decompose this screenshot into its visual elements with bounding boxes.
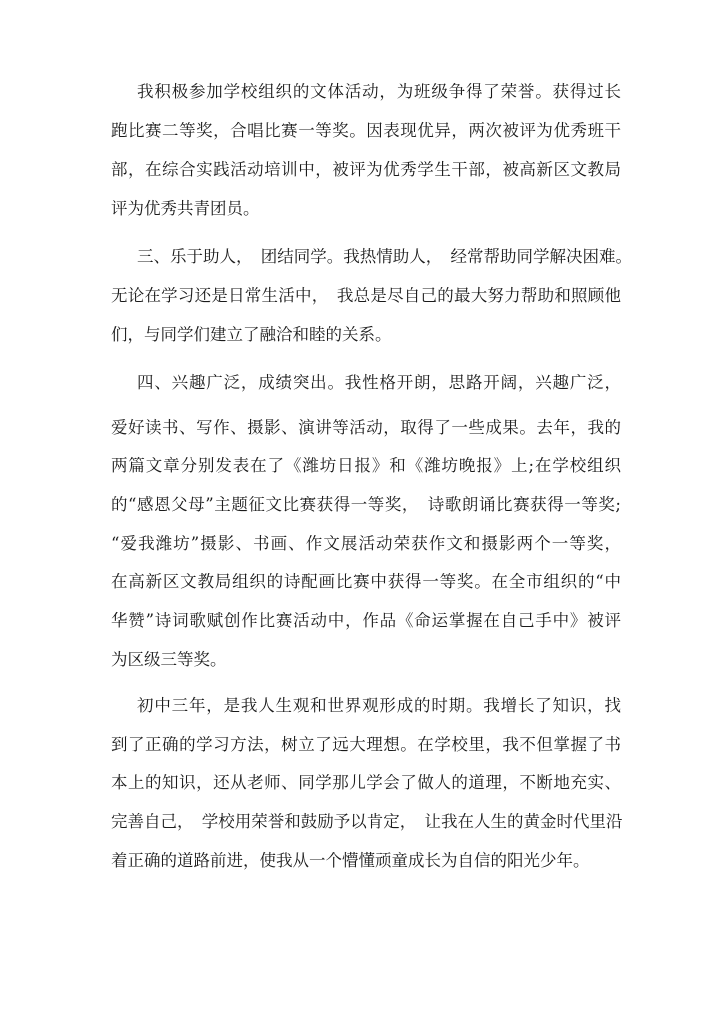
text-line: 们，与同学们建立了融洽和睦的关系。 [111,325,392,344]
text-line: 评为优秀共青团员。 [111,199,260,218]
text-line: 华赞”诗词歌赋创作比赛活动中，作品《命运掌握在自己手中》被评 [111,611,621,630]
text-line: 三、乐于助人， 团结同学。我热情助人， 经常帮助同学解决困难。 [137,247,632,266]
text-line: 爱好读书、写作、摄影、演讲等活动，取得了一些成果。去年，我的 [111,418,621,437]
text-line: 为区级三等奖。 [111,650,227,669]
text-line: 着正确的道路前进，使我从一个懵懂顽童成长为自信的阳光少年。 [111,851,590,870]
text-line: 到了正确的学习方法，树立了远大理想。在学校里，我不但掌握了书 [111,735,621,754]
text-line: 完善自己， 学校用荣誉和鼓励予以肯定， 让我在人生的黄金时代里沿 [111,812,623,831]
text-line: 的“感恩父母”主题征文比赛获得一等奖， 诗歌朗诵比赛获得一等奖; [111,495,621,514]
text-line: 跑比赛二等奖，合唱比赛一等奖。因表现优异，两次被评为优秀班干 [111,121,621,140]
text-line: “爱我潍坊”摄影、书画、作文展活动荣获作文和摄影两个一等奖， [111,534,621,553]
text-line: 在高新区文教局组织的诗配画比赛中获得一等奖。在全市组织的“中 [111,572,621,591]
text-line: 四、兴趣广泛，成绩突出。我性格开朗，思路开阔，兴趣广泛， [137,373,621,392]
text-line: 两篇文章分别发表在了《潍坊日报》和《潍坊晚报》上;在学校组织 [111,456,621,475]
text-line: 本上的知识，还从老师、同学那儿学会了做人的道理，不断地充实、 [111,773,621,792]
text-line: 我积极参加学校组织的文体活动，为班级争得了荣誉。获得过长 [137,82,621,101]
text-line: 初中三年，是我人生观和世界观形成的时期。我增长了知识，找 [137,696,621,715]
text-line: 部，在综合实践活动培训中，被评为优秀学生干部，被高新区文教局 [111,160,621,179]
text-line: 无论在学习还是日常生活中， 我总是尽自己的最大努力帮助和照顾他 [111,286,621,305]
